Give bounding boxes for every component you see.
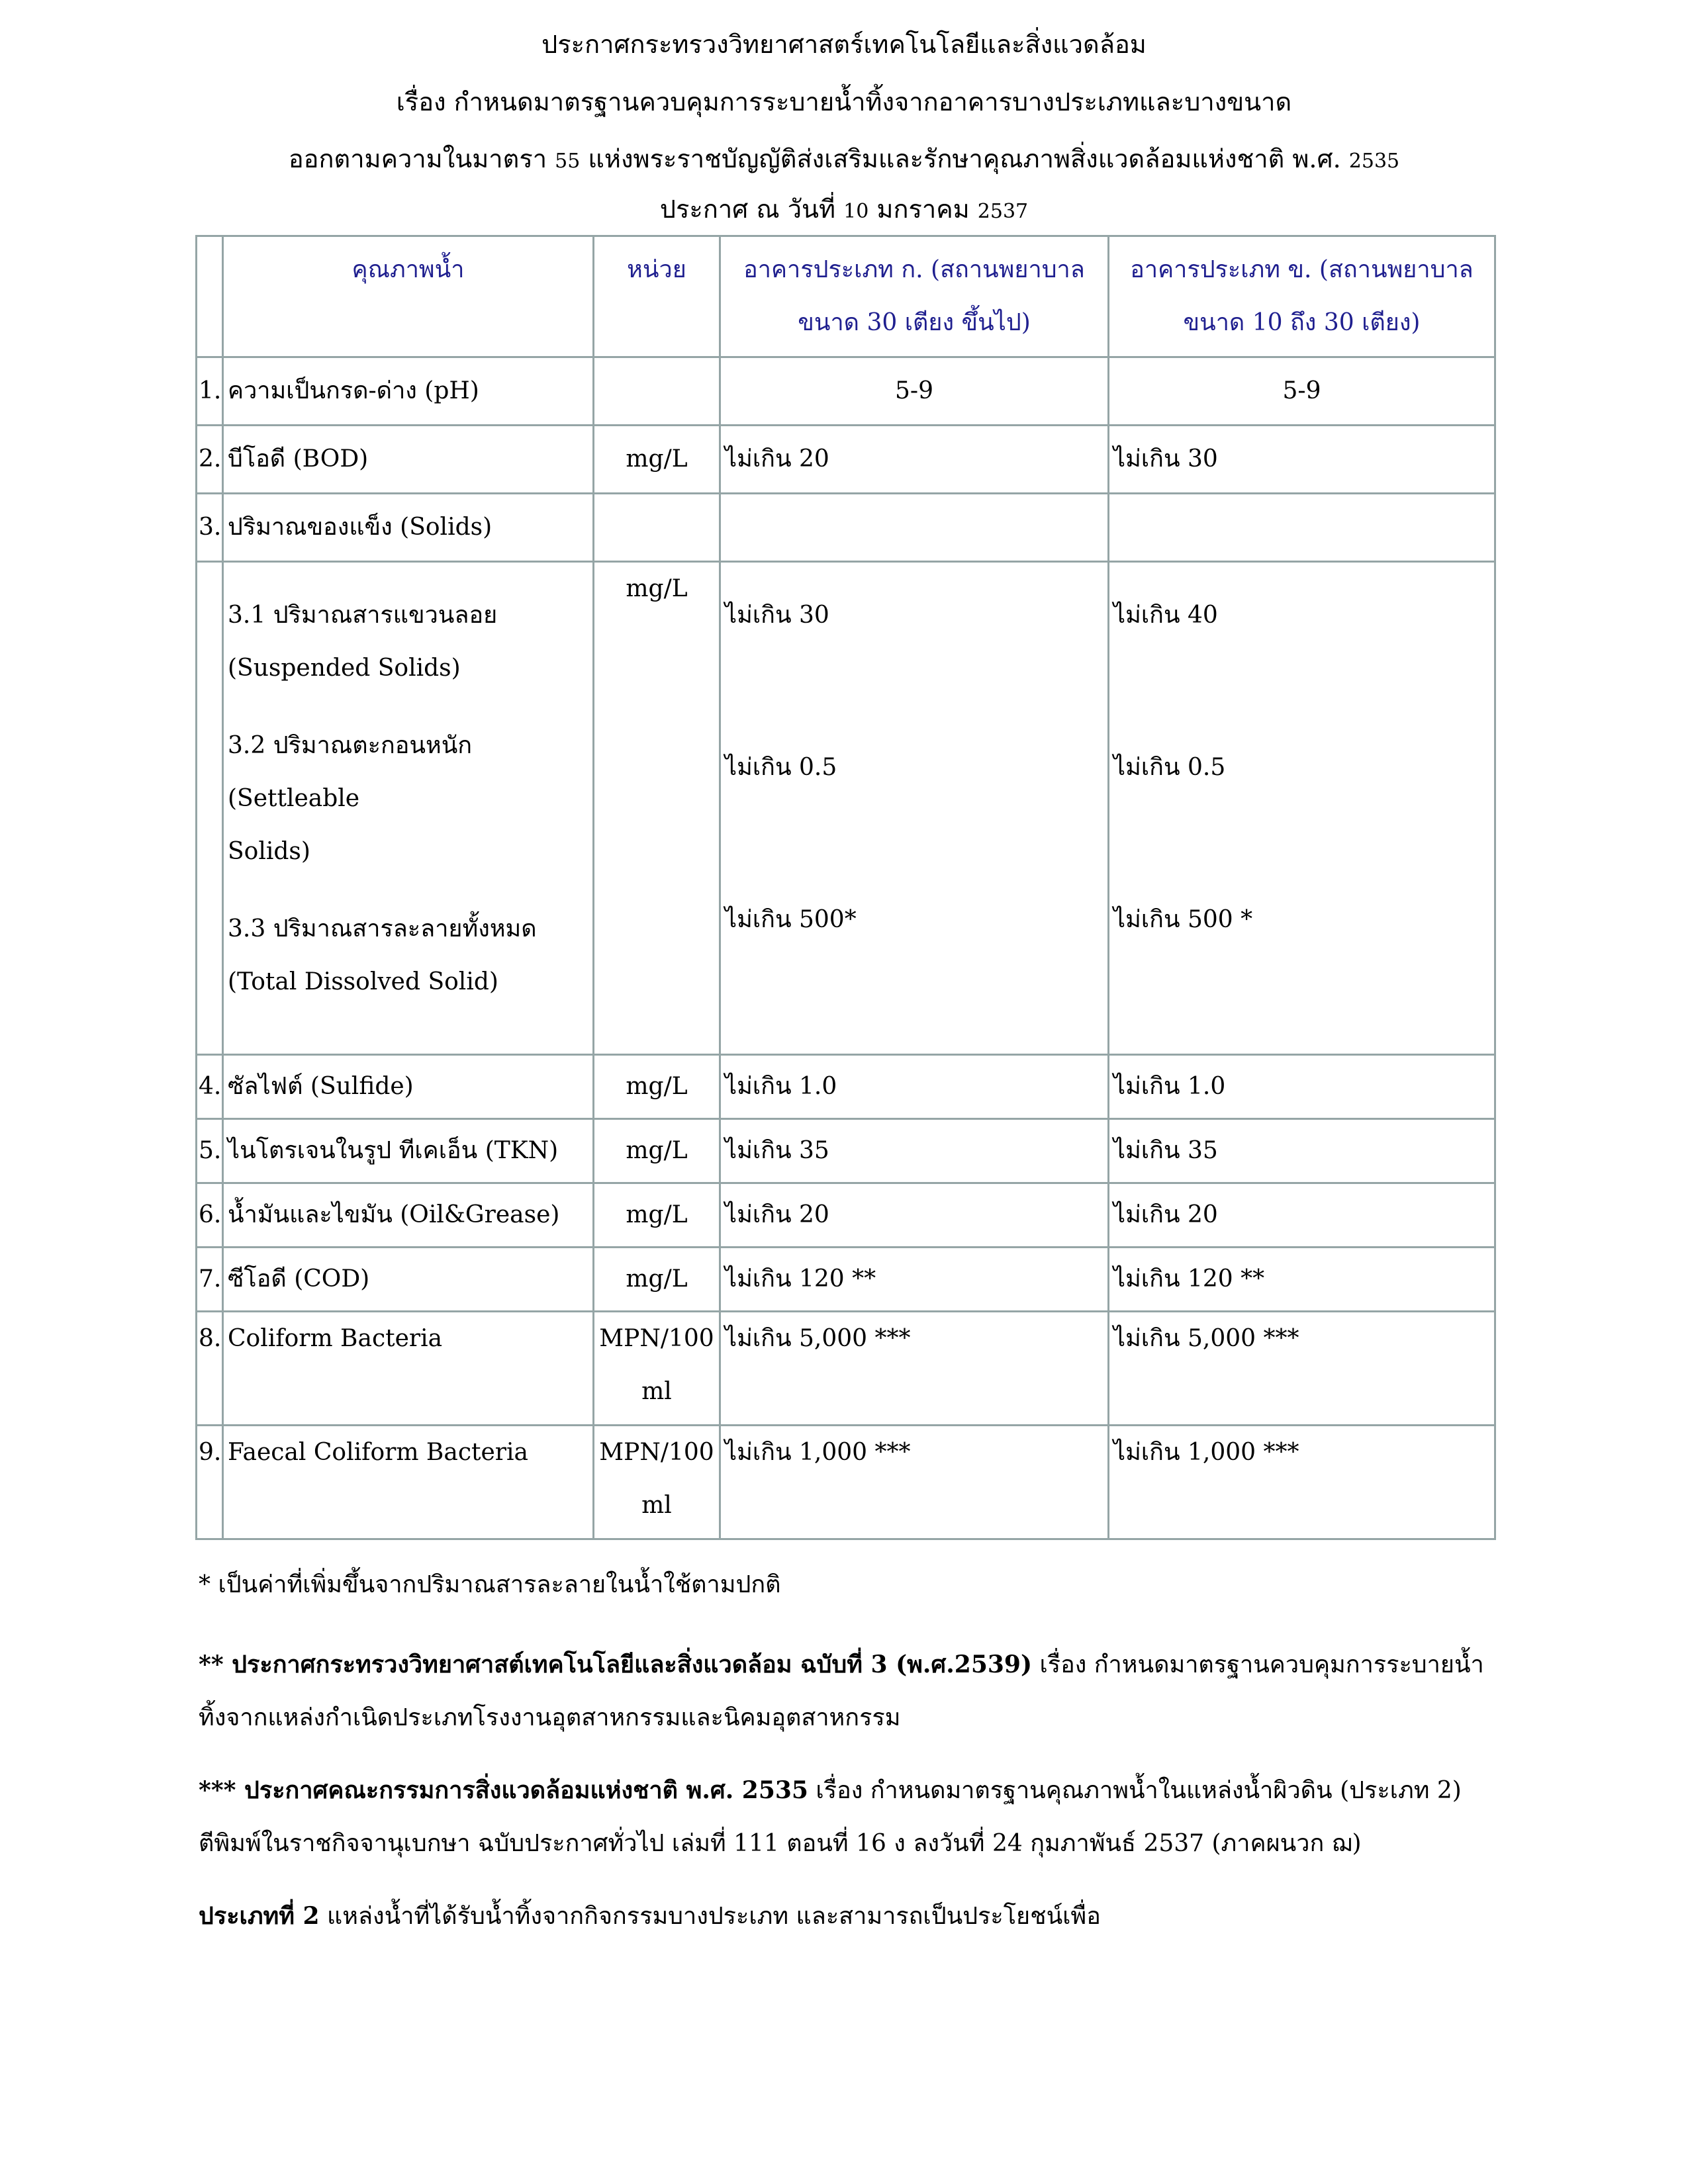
unit-line-2: ml (641, 1492, 672, 1519)
title-line-1: ประกาศกระทรวงวิทยาศาสตร์เทคโนโลยีและสิ่งแวดล้อม (541, 30, 1147, 59)
header-type-b-line-2: ขนาด 10 ถึง 30 เตียง) (1183, 309, 1421, 336)
parameter-name: ซัลไฟต์ (Sulfide) (223, 1055, 594, 1119)
footnote-3-line-2: ตีพิมพ์ในราชกิจจานุเบกษา ฉบับประกาศทั่วไป เล่มที่ 111 ตอนที่ 16 ง ลงวันที่ 24 กุมภาพันธ์ 2537 (ภาคผนวก ฌ) (199, 1830, 1362, 1857)
date-year: 2537 (977, 200, 1029, 223)
settleable-solids-a: ไม่เกิน 0.5 (725, 754, 837, 781)
settleable-solids-b: ไม่เกิน 0.5 (1113, 754, 1226, 781)
footnote-2-rest: เรื่อง กำหนดมาตรฐานควบคุมการระบายน้ำ (1032, 1651, 1484, 1678)
footnote-3-rest: เรื่อง กำหนดมาตรฐานคุณภาพน้ำในแหล่งน้ำผิวดิน (ประเภท 2) (808, 1777, 1462, 1804)
type-b-value: ไม่เกิน 1,000 *** (1109, 1426, 1495, 1539)
row-number: 4. (197, 1055, 223, 1119)
parameter-name: บีโอดี (BOD) (223, 426, 594, 494)
parameter-unit: mg/L (594, 426, 720, 494)
type-a-value: ไม่เกิน 1.0 (720, 1055, 1109, 1119)
footnote-4-bold: ประเภทที่ 2 (199, 1902, 320, 1930)
footnote-3 (199, 1764, 1496, 1870)
row-number: 9. (197, 1426, 223, 1539)
row-number: 3. (197, 494, 223, 562)
parameter-name: น้ำมันและไขมัน (Oil&Grease) (223, 1183, 594, 1248)
type-a-value: 5-9 (720, 357, 1109, 426)
header-type-a-line-2: ขนาด 30 เตียง ขึ้นไป) (798, 309, 1031, 336)
solids-num-cell (197, 562, 223, 1055)
footnote-4 (199, 1889, 1496, 1943)
footnote-4-rest: แหล่งน้ำที่ได้รับน้ำทิ้งจากกิจกรรมบางประเภท และสามารถเป็นประโยชน์เพื่อ (319, 1903, 1101, 1930)
header-type-b-line-1: อาคารประเภท ข. (สถานพยาบาล (1130, 256, 1474, 283)
row-number: 2. (197, 426, 223, 494)
table-row (197, 1119, 1495, 1183)
parameter-name: ปริมาณของแข็ง (Solids) (223, 494, 594, 562)
type-b-value: ไม่เกิน 5,000 *** (1109, 1312, 1495, 1426)
parameter-unit (594, 357, 720, 426)
type-b-value: ไม่เกิน 35 (1109, 1119, 1495, 1183)
parameter-name: ไนโตรเจนในรูป ทีเคเอ็น (TKN) (223, 1119, 594, 1183)
type-a-value: ไม่เกิน 20 (720, 426, 1109, 494)
parameter-name: ความเป็นกรด-ด่าง (pH) (223, 357, 594, 426)
footnote-1-text: * เป็นค่าที่เพิ่มขึ้นจากปริมาณสารละลายในน้ำใช้ตามปกติ (199, 1571, 781, 1598)
row-number: 6. (197, 1183, 223, 1248)
spacer (1113, 642, 1490, 741)
table-row (197, 1248, 1495, 1312)
type-b-value: ไม่เกิน 30 (1109, 426, 1495, 494)
dissolved-solids-a: ไม่เกิน 500* (725, 906, 857, 933)
announcement-subject (0, 85, 1688, 118)
parameter-unit: mg/L (594, 1183, 720, 1248)
dissolved-solids-label-en: (Total Dissolved Solid) (228, 968, 498, 995)
dissolved-solids-label: 3.3 ปริมาณสารละลายทั้งหมด (228, 915, 537, 942)
announcement-authority (0, 142, 1688, 178)
act-year: 2535 (1348, 150, 1400, 173)
type-a-value: ไม่เกิน 5,000 *** (720, 1312, 1109, 1426)
footnote-2-line-1 (199, 1638, 1496, 1692)
solids-type-a-values (720, 562, 1109, 1055)
parameter-name: Coliform Bacteria (223, 1312, 594, 1426)
footnote-2-bold: ** ประกาศกระทรวงวิทยาศาสต์เทคโนโลยีและสิ่งแวดล้อม ฉบับที่ 3 (พ.ศ.2539) (199, 1651, 1032, 1678)
announcement-title (0, 28, 1688, 61)
type-b-value: ไม่เกิน 1.0 (1109, 1055, 1495, 1119)
parameter-name: ซีโอดี (COD) (223, 1248, 594, 1312)
settleable-solids-label-en: Solids) (228, 838, 310, 865)
spacer (725, 794, 1103, 893)
header-quality (223, 236, 594, 357)
suspended-solids-label: 3.1 ปริมาณสารแขวนลอย (228, 602, 498, 629)
type-a-value: ไม่เกิน 35 (720, 1119, 1109, 1183)
row-number: 5. (197, 1119, 223, 1183)
solids-type-b-values (1109, 562, 1495, 1055)
parameter-unit: mg/L (594, 1248, 720, 1312)
header-num-cell (197, 236, 223, 357)
solids-unit: mg/L (594, 562, 720, 1055)
table-row (197, 426, 1495, 494)
table-row (197, 1426, 1495, 1539)
parameter-unit: mg/L (594, 1055, 720, 1119)
row-number: 1. (197, 357, 223, 426)
table-row (197, 1312, 1495, 1426)
table-row (197, 494, 1495, 562)
footnote-3-bold: *** ประกาศคณะกรรมการสิ่งแวดล้อมแห่งชาติ พ.ศ. 2535 (199, 1776, 808, 1804)
suspended-solids-b: ไม่เกิน 40 (1113, 602, 1218, 629)
type-a-value: ไม่เกิน 120 ** (720, 1248, 1109, 1312)
spacer (725, 642, 1103, 741)
suspended-solids-label-en: (Suspended Solids) (228, 655, 461, 682)
parameter-name: Faecal Coliform Bacteria (223, 1426, 594, 1539)
type-b-value: 5-9 (1109, 357, 1495, 426)
footnote-3-line-1 (199, 1764, 1496, 1817)
type-b-value (1109, 494, 1495, 562)
header-type-a-line-1: อาคารประเภท ก. (สถานพยาบาล (743, 256, 1085, 283)
table-row (197, 1183, 1495, 1248)
type-a-value: ไม่เกิน 20 (720, 1183, 1109, 1248)
row-number: 8. (197, 1312, 223, 1426)
unit-line-1: MPN/100 (599, 1325, 714, 1352)
announcement-date (0, 193, 1688, 228)
type-a-value: ไม่เกิน 1,000 *** (720, 1426, 1109, 1539)
date-month: มกราคม (868, 195, 978, 224)
suspended-solids-a: ไม่เกิน 30 (725, 602, 829, 629)
table-row (197, 1055, 1495, 1119)
solids-parameters (223, 562, 594, 1055)
unit-line-1: MPN/100 (599, 1439, 714, 1466)
spacer (228, 695, 588, 719)
header-unit-label: หน่วย (627, 256, 686, 283)
parameter-unit: mg/L (594, 1119, 720, 1183)
footnote-1 (199, 1559, 1496, 1612)
date-day: 10 (843, 200, 869, 223)
type-a-value (720, 494, 1109, 562)
title-line-3-a: ออกตามความในมาตรา (288, 144, 555, 173)
spacer (228, 878, 588, 903)
header-type-a (720, 236, 1109, 357)
header-quality-label: คุณภาพน้ำ (352, 256, 465, 283)
table-row (197, 357, 1495, 426)
unit-line-2: ml (641, 1378, 672, 1405)
type-b-value: ไม่เกิน 120 ** (1109, 1248, 1495, 1312)
header-unit (594, 236, 720, 357)
spacer (1113, 794, 1490, 893)
date-prefix: ประกาศ ณ วันที่ (659, 195, 844, 224)
type-b-value: ไม่เกิน 20 (1109, 1183, 1495, 1248)
title-line-3-b: แห่งพระราชบัญญัติส่งเสริมและรักษาคุณภาพสิ่งแวดล้อมแห่งชาติ พ.ศ. (580, 144, 1349, 173)
footnote-2-line-2: ทิ้งจากแหล่งกำเนิดประเภทโรงงานอุตสาหกรรมและนิคมอุตสาหกรรม (199, 1704, 901, 1731)
header-type-b (1109, 236, 1495, 357)
effluent-standard-table (195, 235, 1496, 1540)
solids-subrow (197, 562, 1495, 1055)
dissolved-solids-b: ไม่เกิน 500 * (1113, 906, 1253, 933)
settleable-solids-label: 3.2 ปริมาณตะกอนหนัก (Settleable (228, 732, 473, 812)
row-number: 7. (197, 1248, 223, 1312)
title-line-2: เรื่อง กำหนดมาตรฐานควบคุมการระบายน้ำทิ้งจากอาคารบางประเภทและบางขนาด (396, 87, 1292, 116)
parameter-unit (594, 1426, 720, 1539)
section-number: 55 (555, 150, 581, 173)
footnote-2 (199, 1638, 1496, 1745)
table-header-row (197, 236, 1495, 357)
parameter-unit (594, 1312, 720, 1426)
parameter-unit (594, 494, 720, 562)
